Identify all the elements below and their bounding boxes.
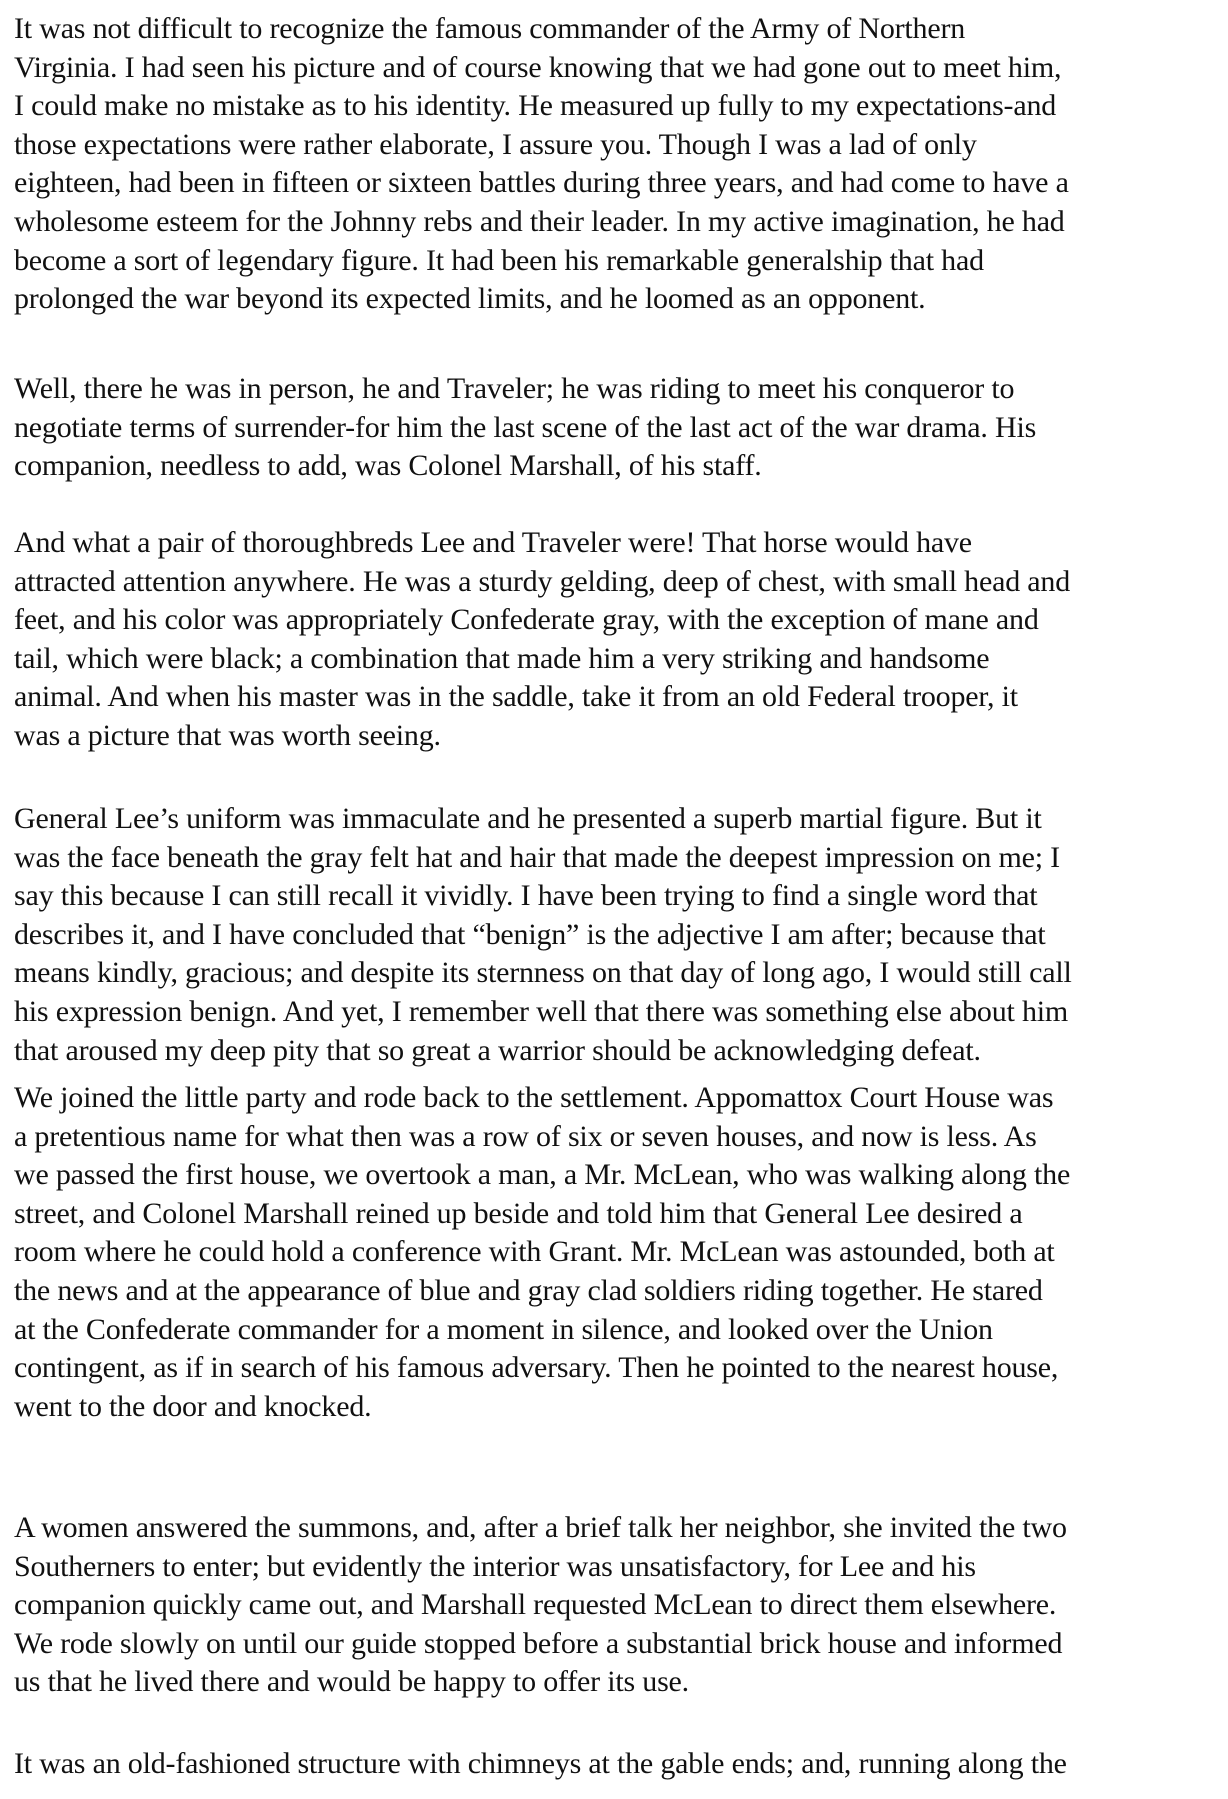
paragraph-1 (14, 10, 1222, 319)
text-line: negotiate terms of surrender-for him the last scene of the last act of the war drama. His (14, 410, 1037, 444)
text-line: become a sort of legendary figure. It had been his remarkable generalship that had (14, 243, 984, 277)
text-line: General Lee’s uniform was immaculate and he presented a superb martial figure. But it (14, 802, 1042, 835)
text-line: feet, and his color was appropriately Confederate gray, with the exception of mane and (14, 603, 1039, 637)
text-line: companion, needless to add, was Colonel Marshall, of his staff. (14, 449, 762, 483)
text-line: It was not difficult to recognize the famous commander of the Army of Northern (14, 12, 966, 45)
text-line: We joined the little party and rode back to the settlement. Appomattox Court House was (14, 1081, 1054, 1114)
text-line: at the Confederate commander for a moment in silence, and looked over the Union (14, 1312, 993, 1346)
text-line: say this because I can still recall it vividly. I have been trying to find a single word that (14, 879, 1038, 913)
text-line: was a picture that was worth seeing. (14, 718, 441, 752)
text-line: the news and at the appearance of blue and gray clad soldiers riding together. He stared (14, 1273, 1043, 1307)
text-line: eighteen, had been in fifteen or sixteen battles during three years, and had come to have a (14, 166, 1069, 200)
paragraph-4 (14, 800, 1222, 1070)
text-line: us that he lived there and would be happy to offer its use. (14, 1665, 689, 1699)
text-line: Southerners to enter; but evidently the interior was unsatisfactory, for Lee and his (14, 1549, 976, 1583)
text-line: Virginia. I had seen his picture and of course knowing that we had gone out to meet him, (14, 50, 1062, 84)
text-line: a pretentious name for what then was a row of six or seven houses, and now is less. As (14, 1119, 1037, 1153)
paragraph-2 (14, 370, 1222, 486)
paragraph-5 (14, 1079, 1222, 1426)
text-line: that aroused my deep pity that so great a warrior should be acknowledging defeat. (14, 1033, 981, 1067)
text-line: describes it, and I have concluded that “benign” is the adjective I am after; because that (14, 917, 1046, 951)
text-line: attracted attention anywhere. He was a sturdy gelding, deep of chest, with small head and (14, 564, 1071, 598)
text-line: means kindly, gracious; and despite its sternness on that day of long ago, I would still call (14, 956, 1072, 990)
text-line: It was an old-fashioned structure with chimneys at the gable ends; and, running along the (14, 1747, 1067, 1780)
text-line: tail, which were black; a combination that made him a very striking and handsome (14, 641, 990, 675)
text-line: was the face beneath the gray felt hat and hair that made the deepest impression on me; I (14, 840, 1060, 874)
text-line: Well, there he was in person, he and Traveler; he was riding to meet his conqueror to (14, 372, 1015, 405)
text-line: street, and Colonel Marshall reined up beside and told him that General Lee desired a (14, 1196, 1023, 1230)
text-line: A women answered the summons, and, after a brief talk her neighbor, she invited the two (14, 1511, 1067, 1544)
text-line: those expectations were rather elaborate, I assure you. Though I was a lad of only (14, 127, 977, 161)
text-line: I could make no mistake as to his identity. He measured up fully to my expectations-and (14, 89, 1057, 123)
paragraph-7 (14, 1745, 1222, 1784)
text-line: wholesome esteem for the Johnny rebs and their leader. In my active imagination, he had (14, 204, 1065, 238)
text-line: contingent, as if in search of his famous adversary. Then he pointed to the nearest house, (14, 1351, 1059, 1385)
text-line: we passed the first house, we overtook a man, a Mr. McLean, who was walking along the (14, 1158, 1071, 1192)
text-line: prolonged the war beyond its expected limits, and he loomed as an opponent. (14, 282, 926, 316)
paragraph-3 (14, 524, 1222, 756)
text-line: went to the door and knocked. (14, 1389, 372, 1423)
text-line: his expression benign. And yet, I remember well that there was something else about him (14, 994, 1069, 1028)
text-line: And what a pair of thoroughbreds Lee and Traveler were! That horse would have (14, 526, 972, 559)
text-line: animal. And when his master was in the saddle, take it from an old Federal trooper, it (14, 680, 1018, 714)
text-line: We rode slowly on until our guide stopped before a substantial brick house and informed (14, 1626, 1063, 1660)
paragraph-6 (14, 1509, 1222, 1702)
text-line: companion quickly came out, and Marshall requested McLean to direct them elsewhere. (14, 1588, 1057, 1622)
text-line: room where he could hold a conference with Grant. Mr. McLean was astounded, both at (14, 1235, 1055, 1269)
